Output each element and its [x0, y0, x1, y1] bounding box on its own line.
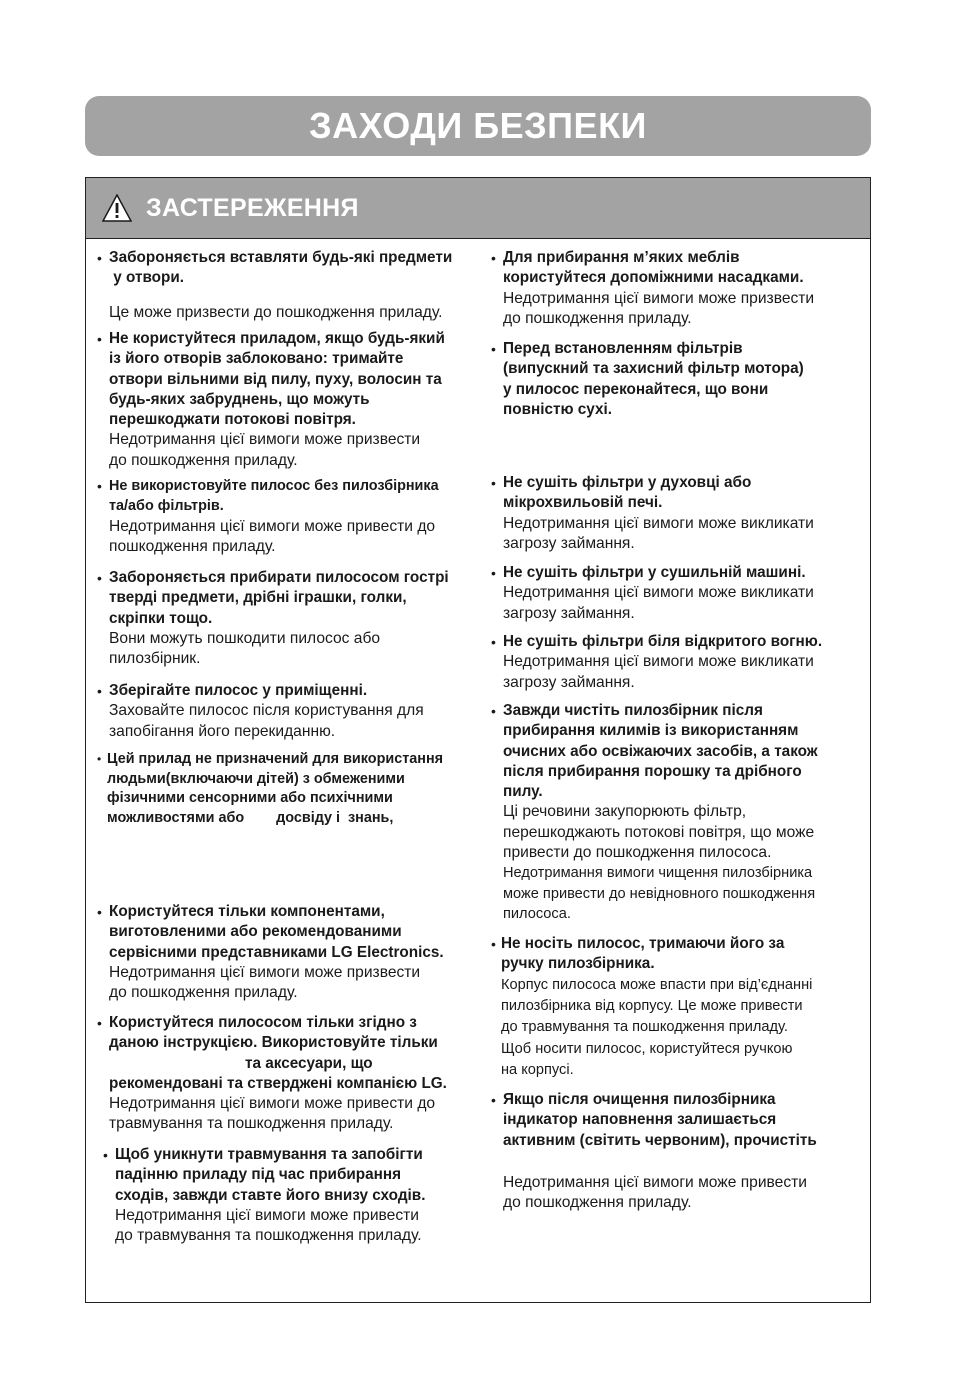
- caution-body: Недотримання цієї вимоги може привести до травмування та пошкодження приладу.: [109, 1095, 436, 1133]
- caution-heading-text: Не сушіть фільтри у духовці або мікрохвильовій печі.: [503, 474, 752, 512]
- caution-heading-text: Забороняється вставляти будь-які предмети у отвори.: [109, 249, 453, 287]
- caution-heading-text: Завжди чистіть пилозбірник після прибирання килимів із використанням очисних або освіжаючих засобів, а також після прибирання порошку та дрібного пилу.: [503, 702, 818, 801]
- caution-body: Недотримання цієї вимоги може привести до пошкодження приладу.: [503, 1173, 807, 1212]
- caution-body: Вони можуть пошкодити пилосос або пилозбірник.: [109, 629, 381, 668]
- caution-heading: [491, 934, 871, 975]
- caution-heading-text: Перед встановленням фільтрів (випускний та захисний фільтр мотора) у пилосос переконайтеся, що вони повністю сухі.: [503, 340, 804, 418]
- bullet: •: [97, 331, 102, 347]
- caution-heading-text: Не носіть пилосос, тримаючи його за ручку пилозбірника.: [501, 935, 785, 973]
- caution-item: [97, 1013, 487, 1135]
- caution-item: [97, 681, 487, 742]
- caution-body: Недотримання цієї вимоги може викликати загрозу займання.: [503, 653, 814, 691]
- caution-heading-text: Не сушіть фільтри біля відкритого вогню.: [503, 633, 823, 650]
- bullet: •: [97, 250, 102, 266]
- caution-heading-text: Забороняється прибирати пилососом гострі тверді предмети, дрібні іграшки, голки, скріпки тощо.: [109, 569, 449, 627]
- caution-item: [97, 476, 487, 557]
- caution-heading: [491, 473, 871, 514]
- caution-heading: [491, 632, 871, 652]
- caution-heading-text: Для прибирання м’яких меблів користуйтеся допоміжними насадками.: [503, 249, 804, 287]
- caution-body: Недотримання цієї вимоги може призвести до пошкодження приладу.: [503, 289, 815, 327]
- caution-body: Ці речовини закупорюють фільтр, перешкоджають потокові повітря, що може привести до пошкодження пилососа.: [503, 803, 815, 862]
- caution-heading: [97, 750, 487, 828]
- bullet: •: [97, 1015, 102, 1031]
- caution-heading: [97, 476, 487, 517]
- caution-heading-text: Не користуйтеся приладом, якщо будь-який із його отворів заблоковано: тримайте отвори вільними від пилу, пуху, волосин та будь-яких забруднень, що можуть перешкоджати потокові повітря.: [109, 330, 445, 429]
- bullet: •: [491, 936, 496, 952]
- bullet: •: [491, 703, 496, 719]
- caution-body: Недотримання цієї вимоги може викликати загрозу займання.: [503, 584, 814, 622]
- caution-heading-text: Цей прилад не призначений для використання людьми(включаючи дітей) з обмеженими фізичними сенсорними або психічними можливостями або досвіду і знань,: [107, 751, 444, 826]
- caution-heading-text: Користуйтеся тільки компонентами, виготовленими або рекомендованими сервісними представниками LG Electronics.: [109, 903, 444, 961]
- caution-heading-text: Щоб уникнути травмування та запобігти падінню приладу під час прибирання сходів, завжди ставте його внизу сходів.: [115, 1146, 426, 1204]
- title-banner: [85, 96, 871, 156]
- caution-heading: [491, 1090, 871, 1151]
- caution-heading: [103, 1145, 493, 1206]
- caution-body: Недотримання цієї вимоги може привести до пошкодження приладу.: [109, 517, 436, 555]
- caution-heading: [491, 563, 871, 583]
- caution-body: Недотримання цієї вимоги може призвести до пошкодження приладу.: [109, 963, 421, 1002]
- bullet: •: [491, 341, 496, 357]
- caution-item: [491, 563, 871, 624]
- bullet: •: [97, 478, 102, 494]
- caution-body: Недотримання цієї вимоги може викликати загрозу займання.: [503, 514, 814, 552]
- caution-heading: [97, 902, 487, 963]
- caution-body: Корпус пилососа може впасти при від’єднанні пилозбірника від корпусу. Це може привести до травмування та пошкодження приладу. Щоб носити пилосос, користуйтеся ручкою на корпусі.: [501, 976, 813, 1079]
- caution-heading-text: Не використовуйте пилосос без пилозбірника та/або фільтрів.: [109, 478, 439, 515]
- caution-body-extra: Недотримання вимоги чищення пилозбірника може привести до невідновного пошкодження пилососа.: [503, 865, 816, 922]
- caution-body: Недотримання цієї вимоги може призвести до пошкодження приладу.: [109, 431, 421, 469]
- bullet: •: [491, 565, 496, 581]
- bullet: •: [491, 1092, 496, 1108]
- bullet: •: [103, 1147, 108, 1163]
- caution-item: [97, 329, 487, 471]
- caution-heading: [491, 339, 871, 420]
- caution-heading: [97, 568, 487, 629]
- caution-item: [491, 1090, 871, 1213]
- caution-item: [491, 339, 871, 420]
- caution-heading: [97, 248, 487, 289]
- caution-body: Заховайте пилосос після користування для запобігання його перекиданню.: [109, 702, 424, 740]
- bullet: •: [97, 683, 102, 699]
- caution-item: [491, 701, 871, 924]
- caution-item: [491, 248, 871, 329]
- caution-heading: [491, 248, 871, 289]
- panel-header: [86, 178, 870, 239]
- caution-heading: [97, 1013, 487, 1094]
- caution-heading: [491, 701, 871, 802]
- caution-item: [97, 902, 487, 1003]
- caution-heading-text: Не сушіть фільтри у сушильній машині.: [503, 564, 806, 581]
- caution-item: [97, 248, 487, 323]
- bullet: •: [491, 250, 496, 266]
- bullet: •: [97, 904, 102, 920]
- caution-heading-text: Користуйтеся пилососом тільки згідно з даною інструкцією. Використовуйте тільки та аксесуари, що рекомендовані та стверджені компанією LG.: [109, 1014, 447, 1092]
- panel-title: ЗАСТЕРЕЖЕННЯ: [146, 193, 359, 222]
- caution-heading-text: Якщо після очищення пилозбірника індикатор наповнення залишається активним (світить червоним), прочистіть: [503, 1091, 817, 1149]
- caution-item: [103, 1145, 493, 1246]
- bullet: •: [491, 475, 496, 491]
- caution-item: [97, 568, 487, 669]
- bullet: •: [97, 570, 102, 586]
- caution-body: Недотримання цієї вимоги може привести до травмування та пошкодження приладу.: [115, 1206, 422, 1245]
- bullet: •: [97, 752, 102, 766]
- page-title: ЗАХОДИ БЕЗПЕКИ: [309, 105, 647, 146]
- caution-item: [491, 473, 871, 554]
- caution-body: Це може призвести до пошкодження приладу.: [109, 303, 443, 321]
- warning-triangle-icon: [102, 194, 132, 222]
- caution-item: [491, 632, 871, 693]
- bullet: •: [491, 634, 496, 650]
- caution-heading: [97, 681, 487, 701]
- caution-heading: [97, 329, 487, 430]
- caution-item: [97, 750, 487, 828]
- caution-item: [491, 934, 871, 1082]
- caution-heading-text: Зберігайте пилосос у приміщенні.: [109, 682, 368, 699]
